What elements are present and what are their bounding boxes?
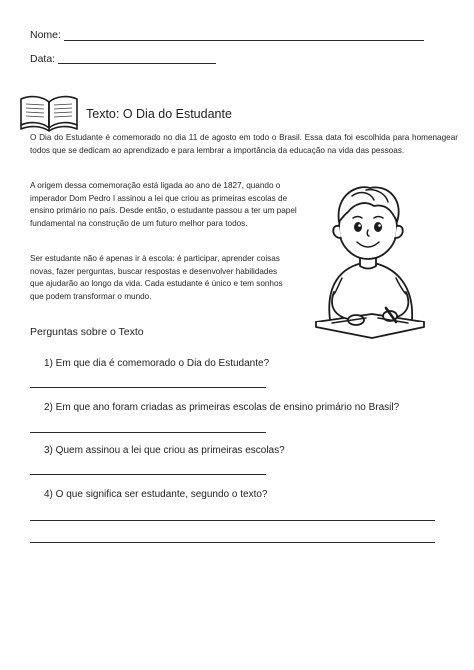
name-answer-line[interactable] (64, 40, 424, 41)
document-title: Texto: O Dia do Estudante (86, 107, 232, 121)
open-book-icon (18, 92, 80, 132)
question-4: 4) O que significa ser estudante, segundo o texto? (44, 489, 268, 500)
answer-line-1[interactable] (30, 387, 266, 388)
paragraph-3: Ser estudante não é apenas ir à escola: é participar, aprender coisas novas, fazer perguntas, buscar respostas e desenvolver habilidades que ajudarão ao longo da vida. Cada estudante é único e tem sonhos que podem transformar o mundo. (30, 254, 283, 301)
question-2: 2) Em que ano foram criadas as primeiras escolas de ensino primário no Brasil? (44, 402, 400, 413)
answer-line-2[interactable] (30, 432, 266, 433)
question-3: 3) Quem assinou a lei que criou as primeiras escolas? (44, 445, 285, 456)
date-label: Data: (30, 53, 56, 65)
date-answer-line[interactable] (58, 63, 216, 64)
paragraph-2: A origem dessa comemoração está ligada ao ano de 1827, quando o imperador Dom Pedro I assinou a lei que criou as primeiras escolas de ensino primário no país. Desde então, o estudante passou a ter um papel fundamental na construção de um futuro melhor para todos. (30, 181, 297, 228)
answer-line-3[interactable] (30, 474, 266, 475)
questions-heading: Perguntas sobre o Texto (30, 326, 144, 338)
answer-line-4a[interactable] (30, 520, 435, 521)
boy-writing-illustration (308, 170, 430, 340)
question-1: 1) Em que dia é comemorado o Dia do Estudante? (44, 358, 270, 369)
answer-line-4b[interactable] (30, 542, 435, 543)
paragraph-1: O Dia do Estudante é comemorado no dia 11 de agosto em todo o Brasil. Essa data foi escolhida para homenagear todos que se dedicam ao aprendizado e para lembrar a importância da educação na vida das pessoas. (30, 133, 458, 155)
name-label: Nome: (30, 29, 61, 41)
